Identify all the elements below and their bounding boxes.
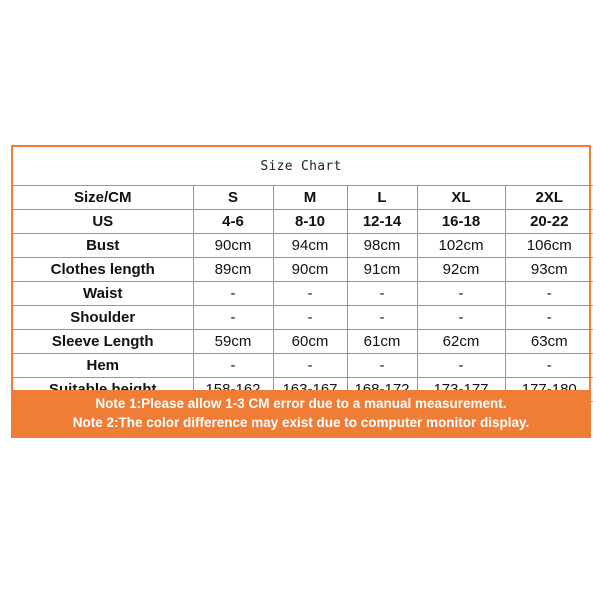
header-size: S (193, 186, 273, 210)
table-cell: - (273, 306, 347, 330)
table-cell: 92cm (417, 258, 505, 282)
table-cell: - (505, 282, 593, 306)
table-cell: 90cm (273, 258, 347, 282)
table-cell: - (347, 354, 417, 378)
table-cell: - (505, 306, 593, 330)
header-size: M (273, 186, 347, 210)
row-label: Sleeve Length (13, 330, 193, 354)
table-cell: 94cm (273, 234, 347, 258)
table-cell: 93cm (505, 258, 593, 282)
table-cell: 16-18 (417, 210, 505, 234)
table-cell: 12-14 (347, 210, 417, 234)
table-cell: - (193, 282, 273, 306)
row-label: Waist (13, 282, 193, 306)
header-size: 2XL (505, 186, 593, 210)
table-cell: 61cm (347, 330, 417, 354)
table-cell: 4-6 (193, 210, 273, 234)
size-chart (11, 145, 591, 438)
table-row (13, 282, 593, 306)
row-label: US (13, 210, 193, 234)
table-cell: 89cm (193, 258, 273, 282)
table-cell: 59cm (193, 330, 273, 354)
table-cell: - (193, 306, 273, 330)
table-row (13, 258, 593, 282)
table-cell: 98cm (347, 234, 417, 258)
notes-banner (13, 390, 589, 436)
table-cell: - (273, 354, 347, 378)
table-cell: - (347, 282, 417, 306)
table-cell: 63cm (505, 330, 593, 354)
table-cell: 106cm (505, 234, 593, 258)
chart-title: Size Chart (260, 158, 342, 174)
table-cell: - (347, 306, 417, 330)
table-cell: 62cm (417, 330, 505, 354)
table-cell: - (417, 306, 505, 330)
table-cell: 60cm (273, 330, 347, 354)
row-label: Shoulder (13, 306, 193, 330)
table-cell: - (417, 354, 505, 378)
table-row (13, 330, 593, 354)
table-cell: - (273, 282, 347, 306)
table-cell: 90cm (193, 234, 273, 258)
header-label: Size/CM (13, 186, 193, 210)
table-cell: - (193, 354, 273, 378)
table-cell: 20-22 (505, 210, 593, 234)
note-2: Note 2:The color difference may exist due to computer monitor display. (72, 415, 530, 430)
table-row (13, 306, 593, 330)
table-cell: 102cm (417, 234, 505, 258)
header-row (13, 186, 593, 210)
note-1: Note 1:Please allow 1-3 CM error due to a manual measurement. (95, 396, 507, 411)
table-cell: - (417, 282, 505, 306)
table-cell: - (505, 354, 593, 378)
table-row (13, 210, 593, 234)
table-row (13, 234, 593, 258)
row-label: Clothes length (13, 258, 193, 282)
table-cell: 91cm (347, 258, 417, 282)
header-size: XL (417, 186, 505, 210)
size-table (13, 185, 593, 402)
row-label: Hem (13, 354, 193, 378)
table-row (13, 354, 593, 378)
row-label: Bust (13, 234, 193, 258)
table-cell: 8-10 (273, 210, 347, 234)
header-size: L (347, 186, 417, 210)
